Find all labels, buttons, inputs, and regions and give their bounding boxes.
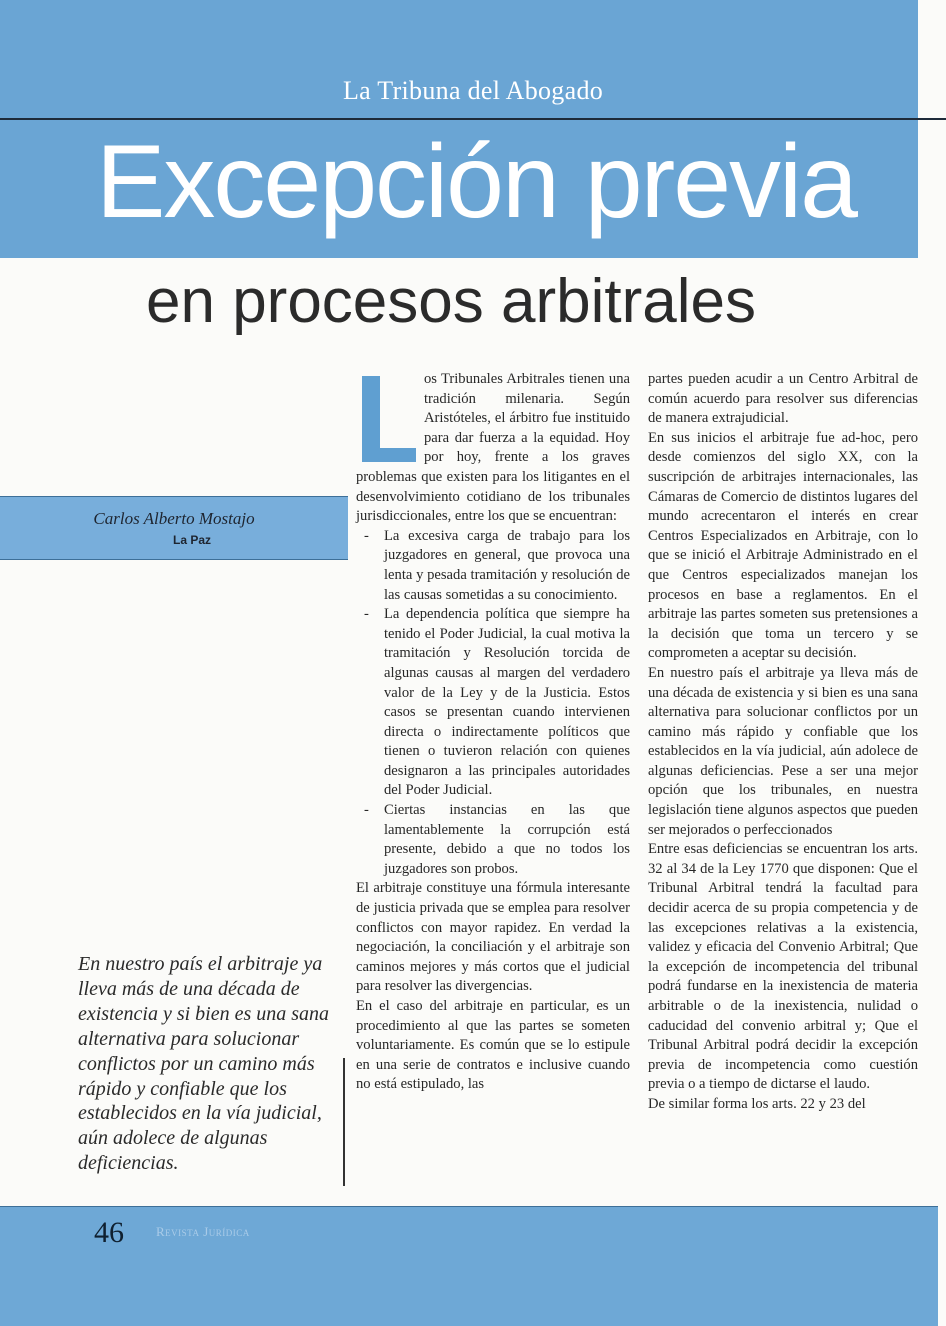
author-place: La Paz bbox=[172, 533, 211, 547]
bullet-item: - Ciertas instancias en las que lamentablemente la corrupción está presente, debido a que no todos los juzgadores son probos. bbox=[364, 802, 630, 877]
article-subtitle: en procesos arbitrales bbox=[146, 267, 756, 336]
article-column-1 bbox=[356, 370, 630, 1095]
pull-quote-text: En nuestro país el arbitraje ya lleva más de una década de existencia y si bien es una sana alternativa para solucionar conflictos por un camino más rápido y confiable que los establecidos en la vía judicial, aún adolece de algunas deficiencias. bbox=[78, 953, 330, 1175]
column-rule bbox=[343, 1058, 345, 1186]
author-box bbox=[0, 496, 348, 560]
drop-cap bbox=[356, 374, 418, 464]
bullet-dash: - bbox=[364, 606, 369, 623]
journal-name: Revista Jurídica bbox=[156, 1224, 250, 1239]
article-title: Excepción previa bbox=[96, 124, 856, 240]
body-paragraph: partes pueden acudir a un Centro Arbitral de común acuerdo para resolver sus diferencias de manera extrajudicial. bbox=[648, 371, 918, 427]
article-column-2 bbox=[648, 370, 918, 1115]
pull-quote bbox=[78, 952, 334, 1176]
body-paragraph: De similar forma los arts. 22 y 23 del bbox=[648, 1095, 866, 1112]
body-paragraph: En sus inicios el arbitraje fue ad-hoc, pero desde comienzos del siglo XX, con la suscripción de arbitrajes internacionales, las Cámaras de Comercio de distintos lugares del mundo acrecentaron el interés en crear Centros Especializados en Arbitraje, con lo que se inició el Arbitraje Administrado en el que Centros especializados manejan los procesos en base a reglamentos. En el arbitraje las partes someten sus pretensiones a la decisión que toma un tercero y se comprometen a aceptar su decisión. bbox=[648, 429, 918, 662]
footer-rule bbox=[0, 1206, 938, 1207]
body-paragraph: En nuestro país el arbitraje ya lleva más de una década de existencia y si bien es una sana alternativa para solucionar conflictos por un camino más rápido y confiable que los establecidos en la vía judicial, aún adolece de algunas deficiencias. Pese a ser una mejor opción que los tribunales, en nuestra legislación tiene algunos aspectos que pueden ser mejorados o perfeccionados bbox=[648, 664, 918, 838]
body-paragraph: Entre esas deficiencias se encuentran los arts. 32 al 34 de la Ley 1770 que disponen: Que el Tribunal Arbitral tendrá la facultad para decidir acerca de su propia competencia y de las excepciones relativas a la existencia, validez y eficacia del Convenio Arbitral; Que la excepción de incompetencia del tribunal podrá fundarse en la inexistencia de materia arbitrable o de la inexistencia, nulidad o caducidad del convenio arbitral y; Que el Tribunal Arbitral podrá decidir la excepción previa de incompetencia como cuestión previa o a tiempo de dictarse el laudo. bbox=[648, 841, 918, 1093]
section-title: La Tribuna del Abogado bbox=[342, 76, 604, 105]
header-rule bbox=[0, 118, 946, 120]
bullet-dash: - bbox=[364, 527, 369, 544]
page-number: 46 bbox=[94, 1216, 124, 1249]
footer-band bbox=[0, 1206, 938, 1326]
bullet-item: - La dependencia política que siempre ha tenido el Poder Judicial, la cual motiva la tramitación y Resolución torcida de algunas causas al margen del verdadero valor de la Ley y de la Justicia. Estos casos se presentan cuando intervienen directa o indirectamente políticos que tienen o tuvieron relación con quienes designaron a las principales autoridades del Poder Judicial. bbox=[364, 606, 630, 799]
body-paragraph: En el caso del arbitraje en particular, es un procedimiento al que las partes se someten voluntariamente. Es común que se lo estipule en una serie de contratos e inclusive cuando no está estipulado, las bbox=[356, 998, 630, 1093]
bullet-dash: - bbox=[364, 802, 369, 819]
intro-paragraph: os Tribunales Arbitrales tienen una tradición milenaria. Según Aristóteles, el árbitro fue instituido para dar fuerza a la equidad. Hoy por hoy, frente a los graves problemas que existen para los litigantes en el desenvolvimiento cotidiano de los tribunales jurisdiccionales, entre los que se encuentran: bbox=[356, 371, 630, 525]
body-paragraph: El arbitraje constituye una fórmula interesante de justicia privada que se emplea para resolver conflictos con mayor rapidez. En verdad la negociación, la conciliación y el arbitraje son caminos mejores y más cortos que el judicial para resolver las divergencias. bbox=[356, 880, 630, 995]
bullet-item: - La excesiva carga de trabajo para los juzgadores en general, que provoca una lenta y pesada tramitación y resolución de las causas sometidas a su conocimiento. bbox=[364, 527, 630, 603]
author-name: Carlos Alberto Mostajo bbox=[93, 509, 255, 528]
